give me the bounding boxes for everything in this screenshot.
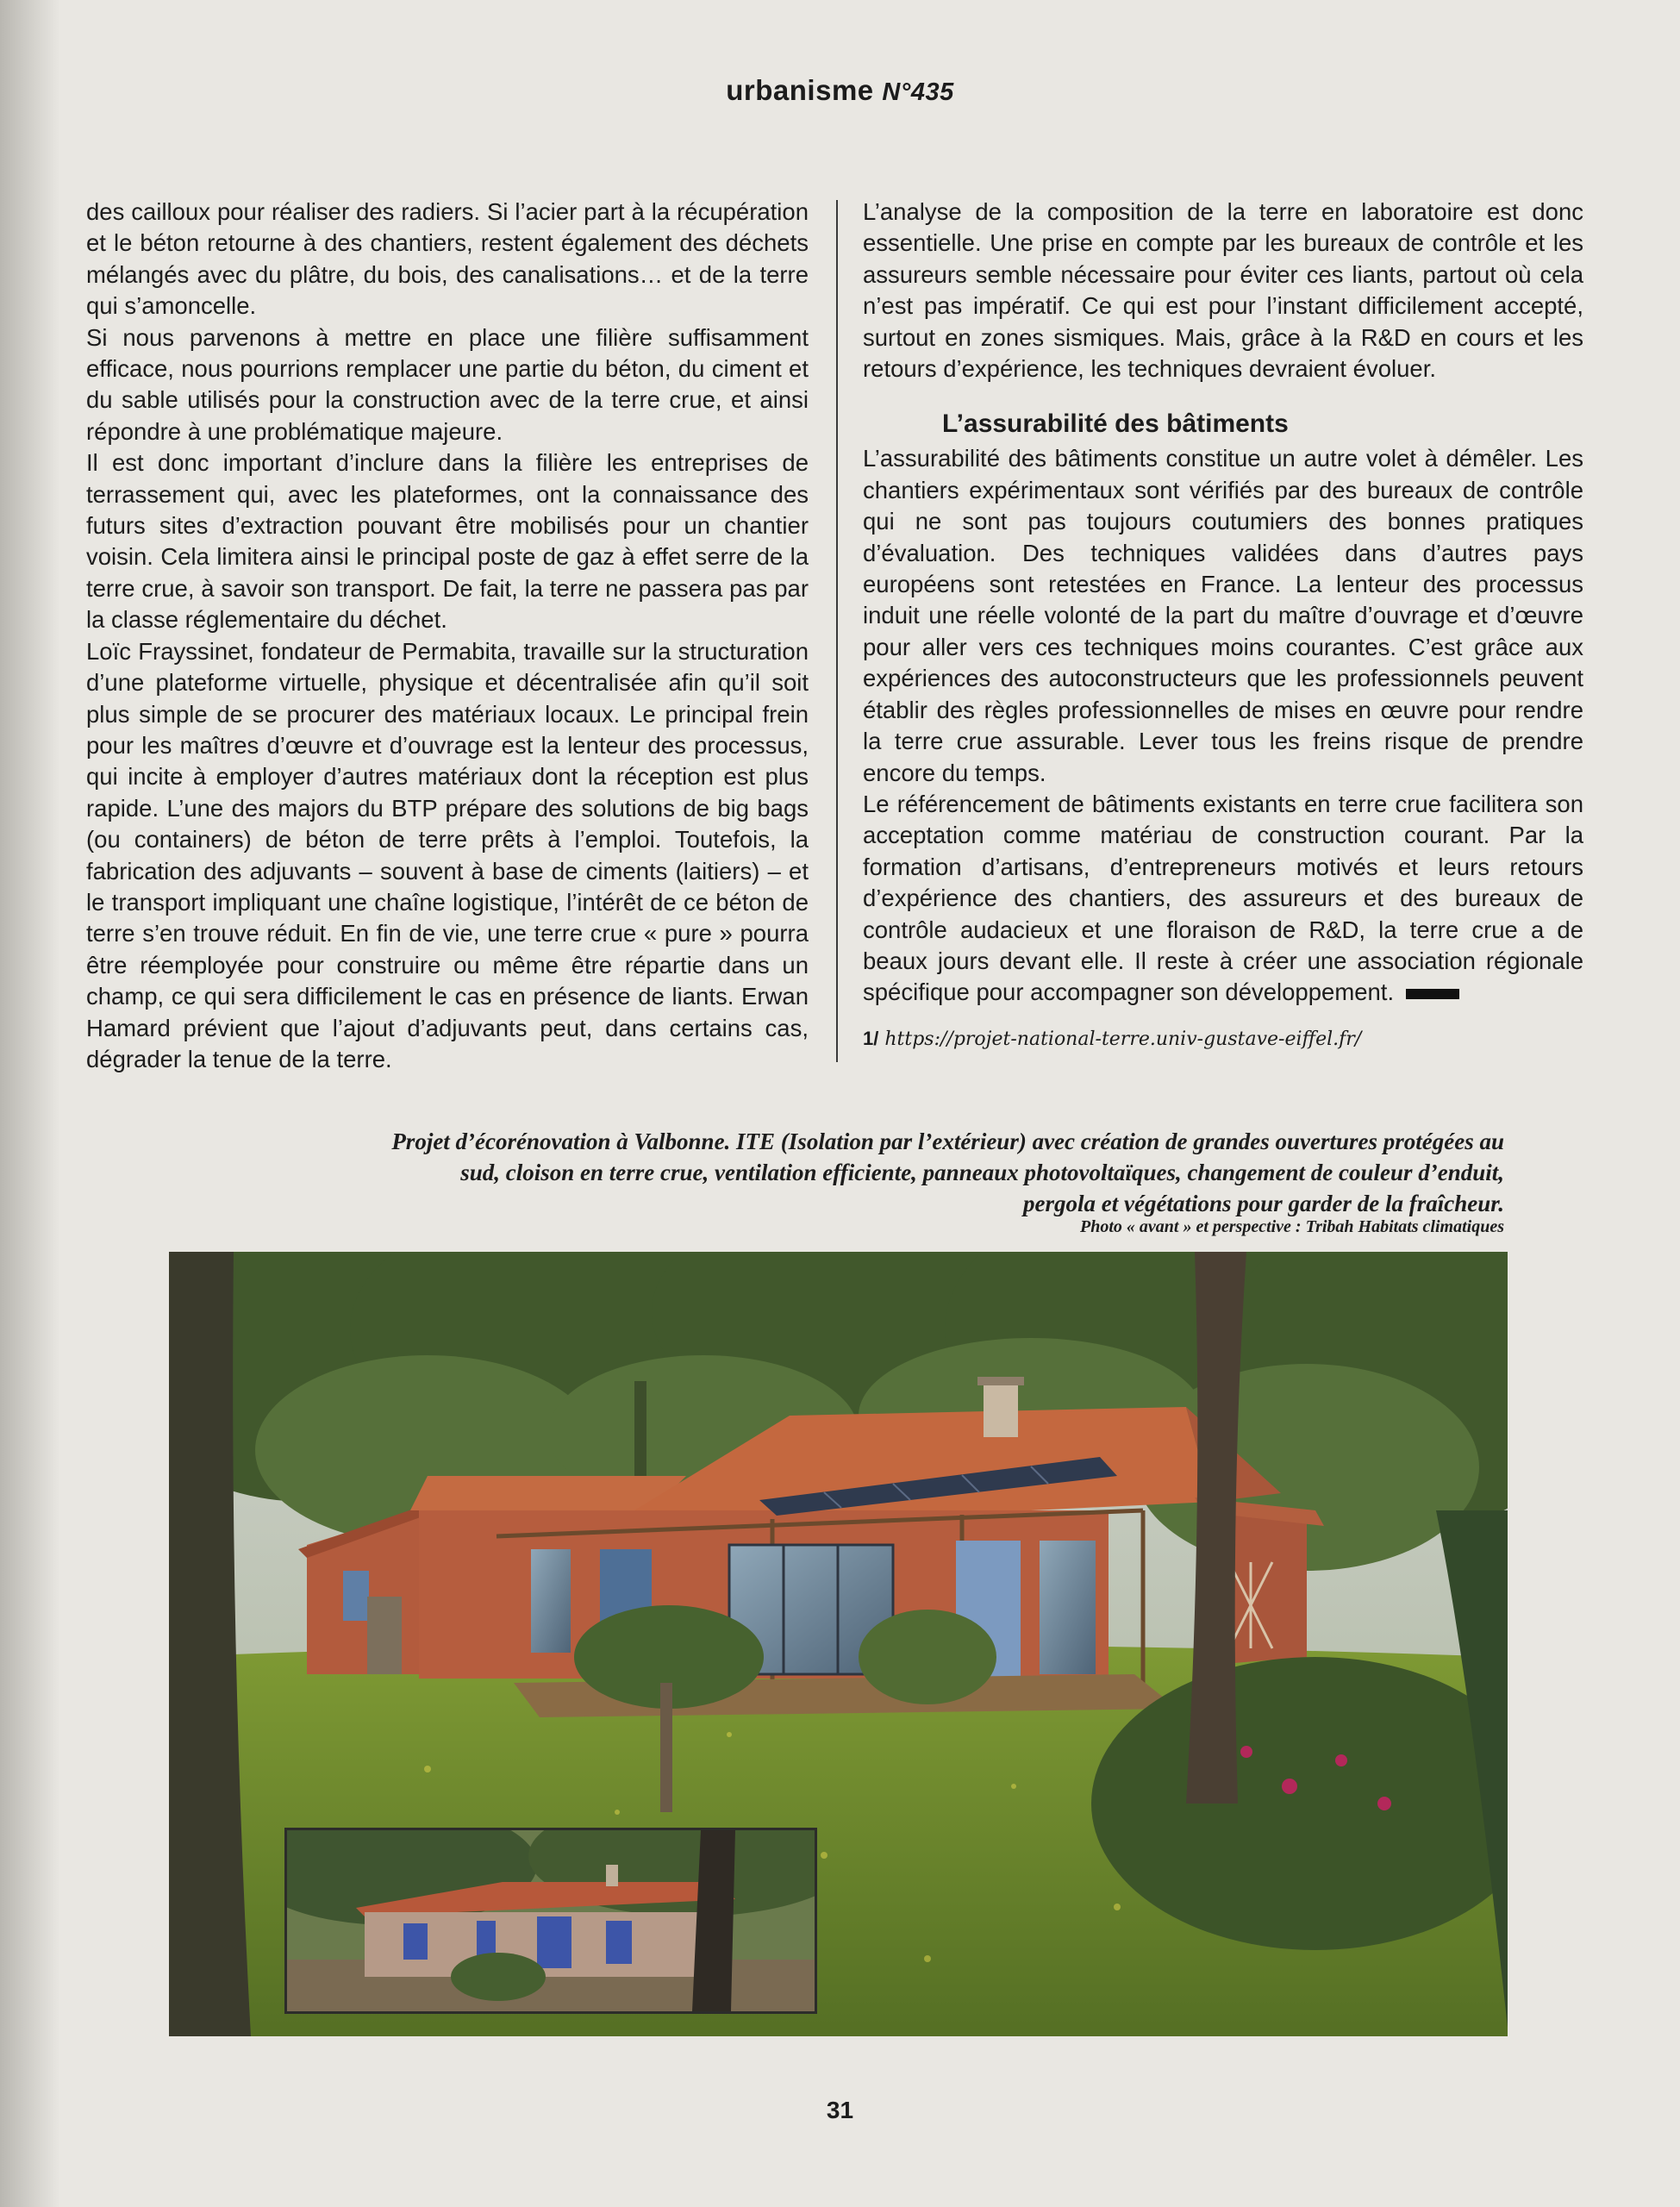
- paragraph: L’analyse de la composition de la terre en laboratoire est donc essentielle. Une prise en compte par les bureaux de contrôle et les assureurs semble nécessaire pour éviter ces liants, partout où cela n’est pas impératif. Ce qui est pour l’instant difficilement accepté, surtout en zones sismiques. Mais, grâce à la R&D en cours et les retours d’expérience, les techniques devraient évoluer.: [863, 198, 1583, 383]
- photo-credit: Photo « avant » et perspective : Tribah Habitats climatiques: [1079, 1217, 1504, 1236]
- paragraph-final: [863, 789, 1583, 1009]
- original-house-scene: [287, 1830, 815, 2011]
- end-of-article-mark: [1406, 989, 1459, 999]
- page-number: 31: [826, 2097, 854, 2123]
- article-right-column: [863, 197, 1583, 1053]
- paragraph: Il est donc important d’inclure dans la filière les entreprises de terrassement qui, avec les plateformes, ont la connaissance des futurs sites d’extraction pouvant être mobilisés pour un chantier voisin. Cela limitera ainsi le principal poste de gaz à effet serre de la terre crue, à savoir son transport. De fait, la terre ne passera pas par la classe réglementaire du déchet.: [86, 449, 809, 634]
- column-divider: [836, 200, 838, 1062]
- issue-number: N°435: [882, 78, 954, 106]
- section-heading: L’assurabilité des bâtiments: [942, 410, 1289, 439]
- figure-caption: Projet d’écorénovation à Valbonne. ITE (Isolation par l’extérieur) avec création de grandes ouvertures protégées au sud, cloison en terre crue, ventilation efficiente, panneaux photovoltaïques, changement de couleur d’enduit, pergola et végétations pour garder de la fraîcheur.: [391, 1129, 1504, 1216]
- paragraph-text: Le référencement de bâtiments existants en terre crue facilitera son acceptation comme matériau de construction courant. Par la formation d’artisans, d’entrepreneurs motivés et leurs retours d’expérience des chantiers, des assureurs et des bureaux de contrôle audacieux et une floraison de R&D, la terre crue a de beaux jours devant elle. Il reste à créer une association régionale spécifique pour accompagner son développement.: [863, 790, 1583, 1006]
- paragraph: Loïc Frayssinet, fondateur de Permabita, travaille sur la structuration d’une plateforme virtuelle, physique et décentralisée afin qu’il soit plus simple de se procurer des matériaux locaux. Le principal frein pour les maîtres d’œuvre et d’ouvrage est la lenteur des processus, qui incite à employer d’autres matériaux dont la réception est plus rapide. L’une des majors du BTP prépare des solutions de big bags (ou containers) de béton de terre prêts à l’emploi. Toutefois, la fabrication des adjuvants – souvent à base de ciments (laitiers) – et le transport impliquant une chaîne logistique, l’intérêt de ce béton de terre s’en trouve réduit. En fin de vie, une terre crue « pure » pourra être réemployée pour construire ou même être répartie dans un champ, ce qui sera difficilement le cas en présence de liants. Erwan Hamard prévient que l’ajout d’adjuvants peut, dans certains cas, dégrader la tenue de la terre.: [86, 637, 809, 1072]
- paragraph: Si nous parvenons à mettre en place une filière suffisamment efficace, nous pourrions remplacer une partie du béton, du ciment et du sable utilisés pour la construction avec de la terre crue, et ainsi répondre à une problématique majeure.: [86, 323, 809, 445]
- house-perspective-illustration: [169, 1252, 1508, 2036]
- before-photo-inset: [284, 1828, 817, 2014]
- paragraph: des cailloux pour réaliser des radiers. Si l’acier part à la récupération et le béton retourne à des chantiers, restent également des déchets mélangés avec du plâtre, du bois, des canalisations… et de la terre qui s’amoncelle.: [86, 198, 809, 320]
- footnote-number: 1/: [863, 1027, 879, 1049]
- page-binding-shadow: [0, 0, 60, 2207]
- footnote-link[interactable]: https://projet-national-terre.univ-gustave-eiffel.fr/: [884, 1028, 1362, 1050]
- magazine-header: [0, 74, 1680, 107]
- article-left-column: [86, 197, 809, 1075]
- footnote: [863, 1026, 1583, 1053]
- magazine-title: urbanisme: [726, 74, 874, 106]
- paragraph: L’assurabilité des bâtiments constitue un autre volet à démêler. Les chantiers expérimentaux sont vérifiés par des bureaux de contrôle qui ne sont pas toujours coutumiers des bonnes pratiques d’évaluation. Des techniques validées dans d’autres pays européens sont retestées en France. La lenteur des processus induit une réelle volonté de la part du maître d’ouvrage et d’œuvre pour aller vers ces techniques moins courantes. C’est grâce aux expériences des autoconstructeurs que les professionnels peuvent établir des règles professionnelles de mises en œuvre pour rendre la terre crue assurable. Lever tous les freins risque de prendre encore du temps.: [863, 445, 1583, 786]
